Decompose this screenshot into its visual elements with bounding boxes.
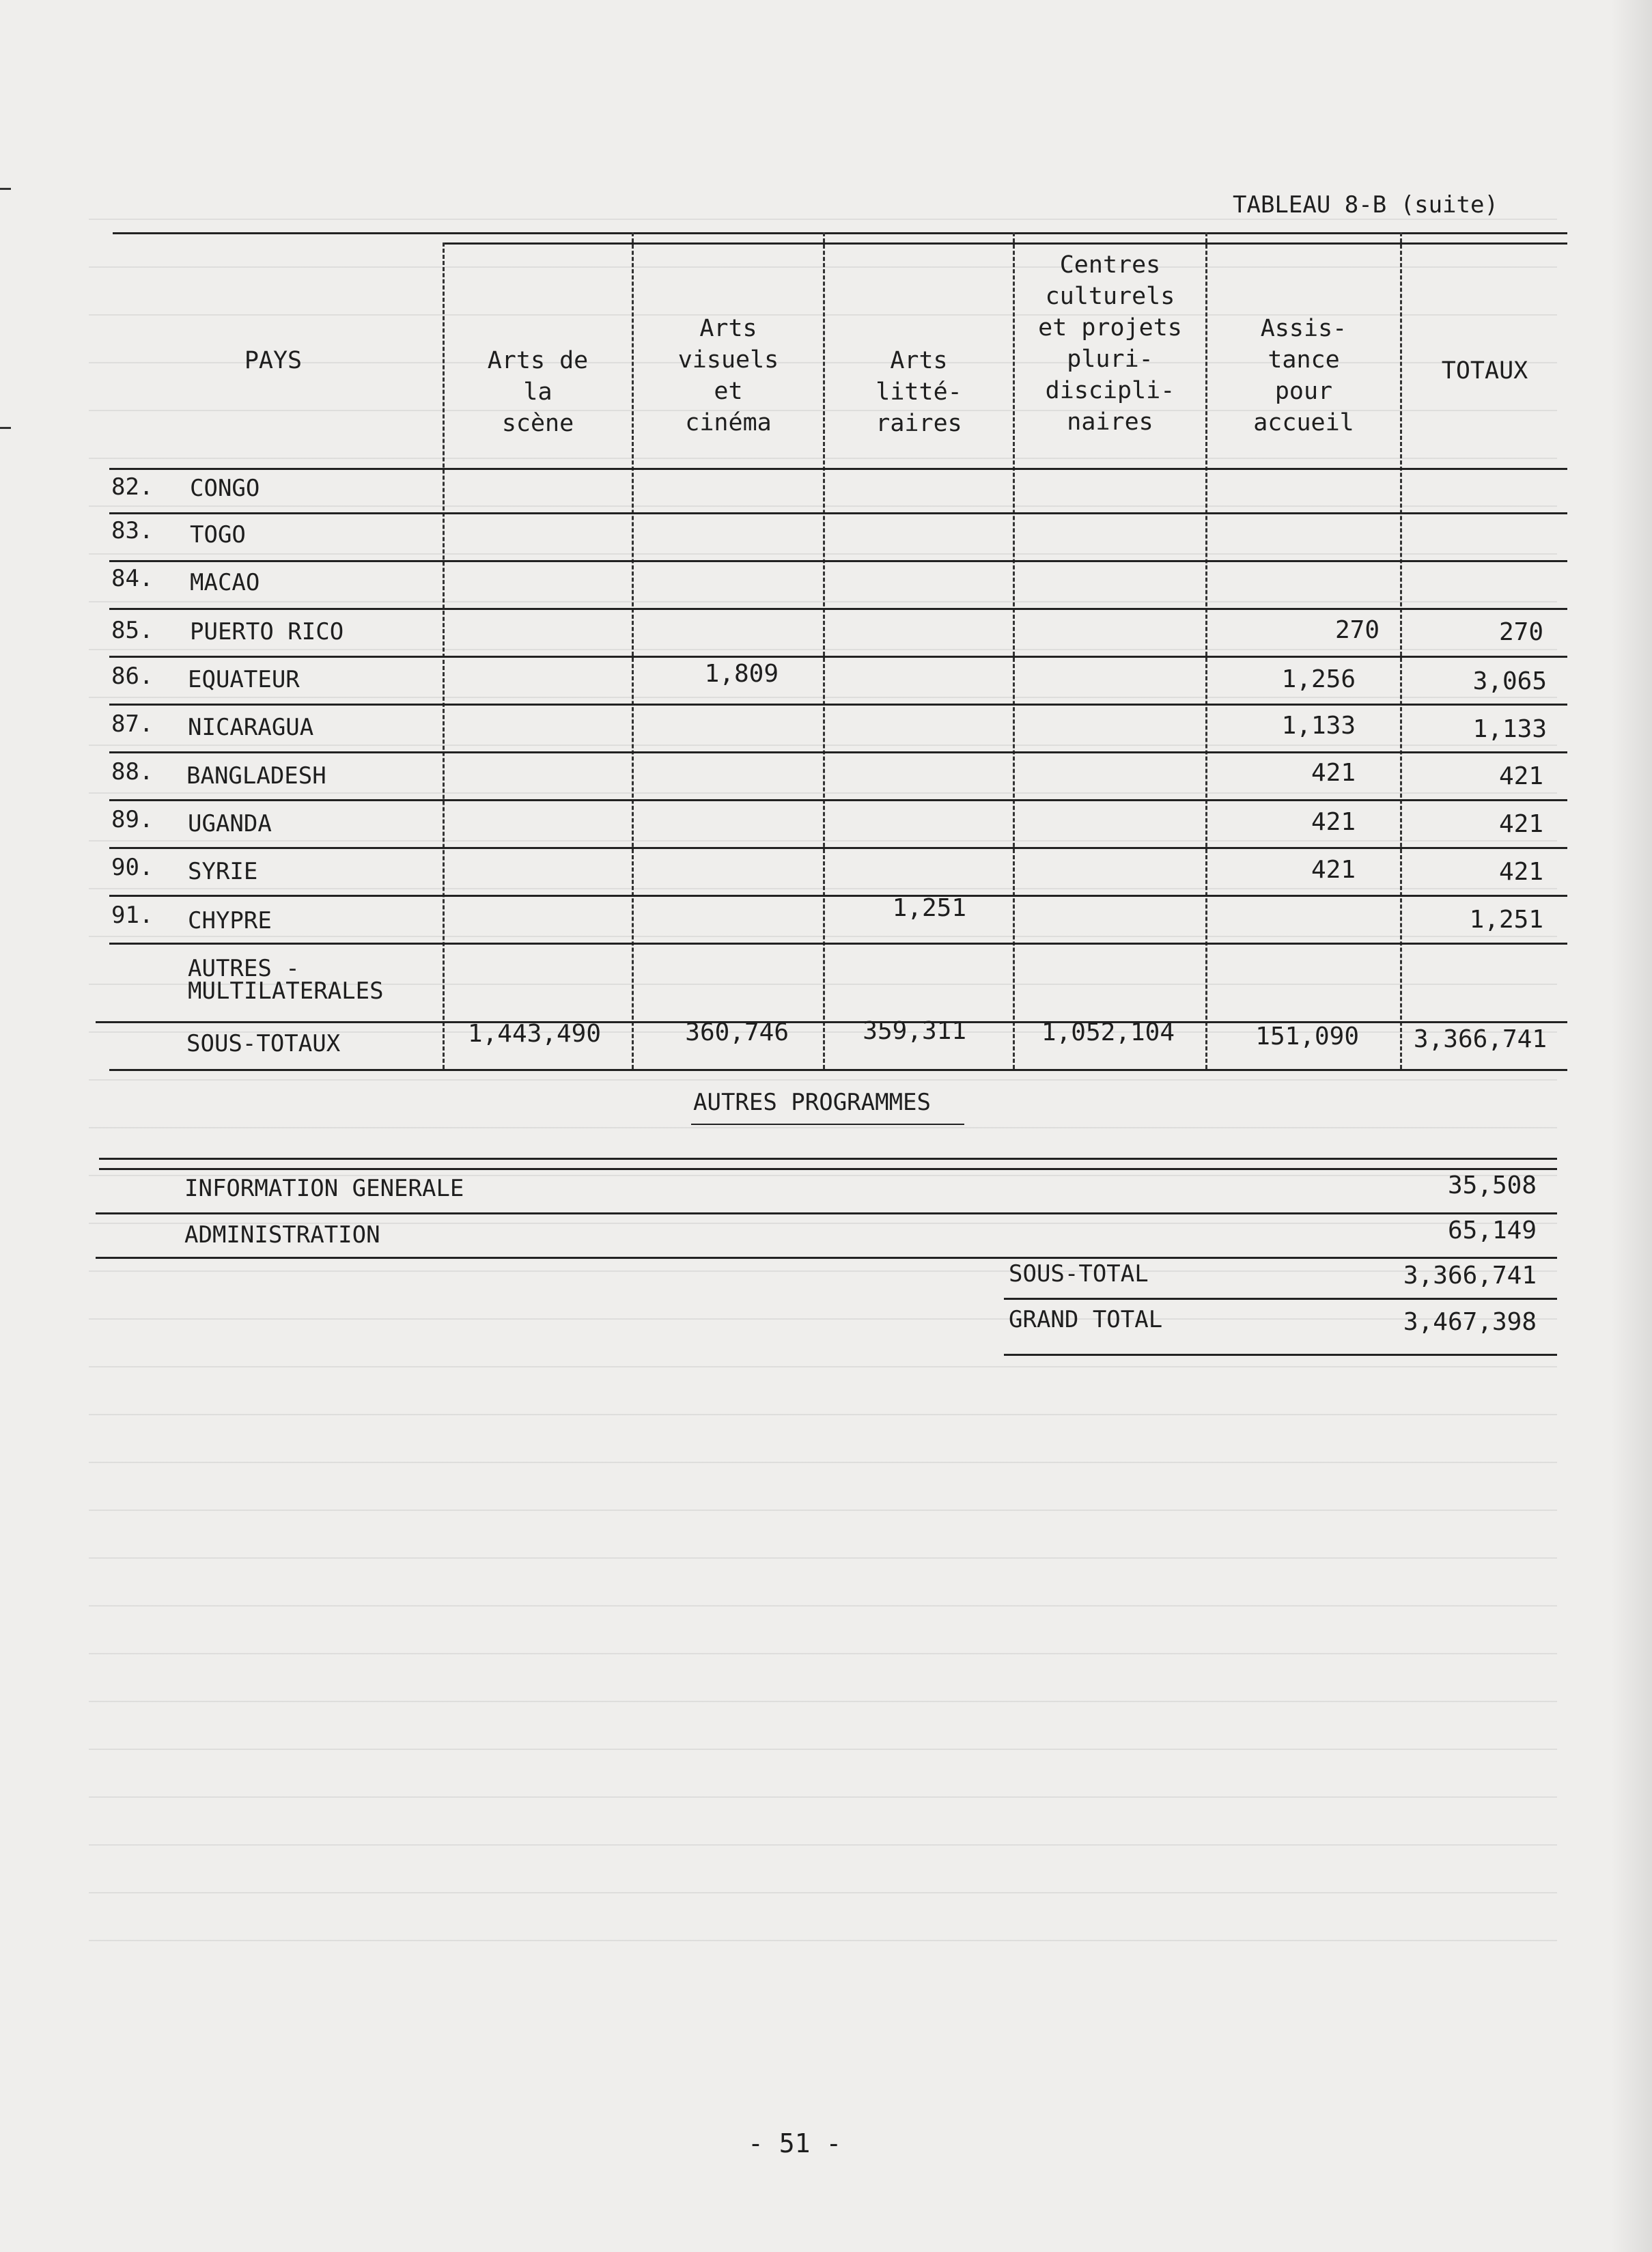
margin-mark xyxy=(0,188,11,190)
page-edge-shadow xyxy=(1611,0,1652,2252)
row-rule xyxy=(109,751,1567,753)
row-rule xyxy=(109,608,1567,610)
country-name: PUERTO RICO xyxy=(190,618,344,645)
country-name: TOGO xyxy=(190,521,246,548)
total-value: 421 xyxy=(1498,858,1543,886)
country-name: EQUATEUR xyxy=(188,666,300,693)
subtotal-litteraires: 359,311 xyxy=(863,1017,966,1045)
total-value: 421 xyxy=(1498,762,1543,790)
grand-total-value: 3,467,398 xyxy=(1403,1308,1537,1336)
grand-total-label: GRAND TOTAL xyxy=(1009,1306,1163,1333)
accueil-value: 1,256 xyxy=(1281,665,1356,693)
subtotal-label: SOUS-TOTAUX xyxy=(186,1030,341,1057)
row-rule xyxy=(96,1257,1557,1259)
header-assistance-accueil: Assis- tance pour accueil xyxy=(1253,315,1354,436)
accueil-value: 270 xyxy=(1334,616,1380,644)
row-number: 89. xyxy=(111,806,154,833)
country-name: CHYPRE xyxy=(188,907,272,934)
litteraires-value: 1,251 xyxy=(892,894,966,922)
subtotal-total: 3,366,741 xyxy=(1413,1025,1547,1053)
sous-total-value: 3,366,741 xyxy=(1403,1262,1537,1290)
row-number: 90. xyxy=(111,854,154,881)
section-rule xyxy=(99,1168,1557,1170)
row-rule xyxy=(109,799,1567,801)
visuels-value: 1,809 xyxy=(704,660,779,688)
total-value: 1,251 xyxy=(1469,906,1543,934)
header-inner-rule xyxy=(444,242,1567,245)
accueil-value: 1,133 xyxy=(1281,712,1356,740)
grand-total-rule xyxy=(1004,1354,1557,1356)
subtotal-centres: 1,052,104 xyxy=(1041,1018,1175,1046)
subtotal-bottom-rule xyxy=(109,1069,1567,1071)
page-number: - 51 - xyxy=(748,2128,842,2158)
row-number: 83. xyxy=(111,517,154,544)
row-number: 84. xyxy=(111,565,154,592)
row-number: 82. xyxy=(111,473,154,501)
program-value: 35,508 xyxy=(1447,1171,1537,1199)
section-rule xyxy=(99,1158,1557,1160)
header-centres-culturels: Centres culturels et projets pluri- discipli- naires xyxy=(1038,251,1182,436)
country-name: BANGLADESH xyxy=(186,762,326,790)
margin-mark xyxy=(0,427,11,429)
program-label: ADMINISTRATION xyxy=(184,1221,380,1249)
row-number: 87. xyxy=(111,710,154,738)
row-rule xyxy=(109,560,1567,562)
country-name: MACAO xyxy=(190,569,260,596)
subtotal-visuels: 360,746 xyxy=(685,1018,789,1046)
row-rule xyxy=(96,1212,1557,1214)
row-number: 85. xyxy=(111,617,154,644)
program-value: 65,149 xyxy=(1447,1217,1537,1245)
header-pays: PAYS xyxy=(244,347,303,374)
total-value: 3,065 xyxy=(1472,667,1547,695)
header-arts-scene: Arts de la scène xyxy=(487,347,589,437)
row-rule xyxy=(109,895,1567,897)
sous-total-label: SOUS-TOTAL xyxy=(1009,1260,1149,1288)
row-number: 86. xyxy=(111,663,154,690)
country-name: NICARAGUA xyxy=(188,714,314,741)
header-totaux: TOTAUX xyxy=(1441,357,1528,385)
row-rule xyxy=(109,847,1567,849)
table-title: TABLEAU 8-B (suite) xyxy=(1233,191,1498,219)
row-number: 91. xyxy=(111,902,154,929)
row-rule xyxy=(109,656,1567,658)
row-label: AUTRES - xyxy=(188,955,300,982)
subtotal-accueil: 151,090 xyxy=(1255,1023,1359,1051)
header-arts-visuels: Arts visuels et cinéma xyxy=(677,315,779,436)
total-value: 421 xyxy=(1498,810,1543,838)
row-rule xyxy=(109,704,1567,706)
row-rule xyxy=(1004,1298,1557,1300)
row-rule xyxy=(109,943,1567,945)
table-top-rule xyxy=(113,232,1567,234)
accueil-value: 421 xyxy=(1311,759,1356,787)
autres-programmes-title: AUTRES PROGRAMMES xyxy=(693,1089,931,1116)
country-name: SYRIE xyxy=(188,858,258,885)
country-name: CONGO xyxy=(190,475,260,502)
accueil-value: 421 xyxy=(1311,856,1356,884)
header-arts-litteraires: Arts litté- raires xyxy=(876,347,962,437)
accueil-value: 421 xyxy=(1311,808,1356,836)
row-rule xyxy=(109,512,1567,514)
row-number: 88. xyxy=(111,758,154,786)
header-bottom-rule xyxy=(109,468,1567,470)
total-value: 270 xyxy=(1498,618,1543,646)
row-label: MULTILATERALES xyxy=(188,977,384,1005)
title-underline xyxy=(691,1124,964,1125)
total-value: 1,133 xyxy=(1472,715,1547,743)
subtotal-scene: 1,443,490 xyxy=(467,1020,601,1048)
program-label: INFORMATION GENERALE xyxy=(184,1175,464,1202)
country-name: UGANDA xyxy=(188,810,272,837)
